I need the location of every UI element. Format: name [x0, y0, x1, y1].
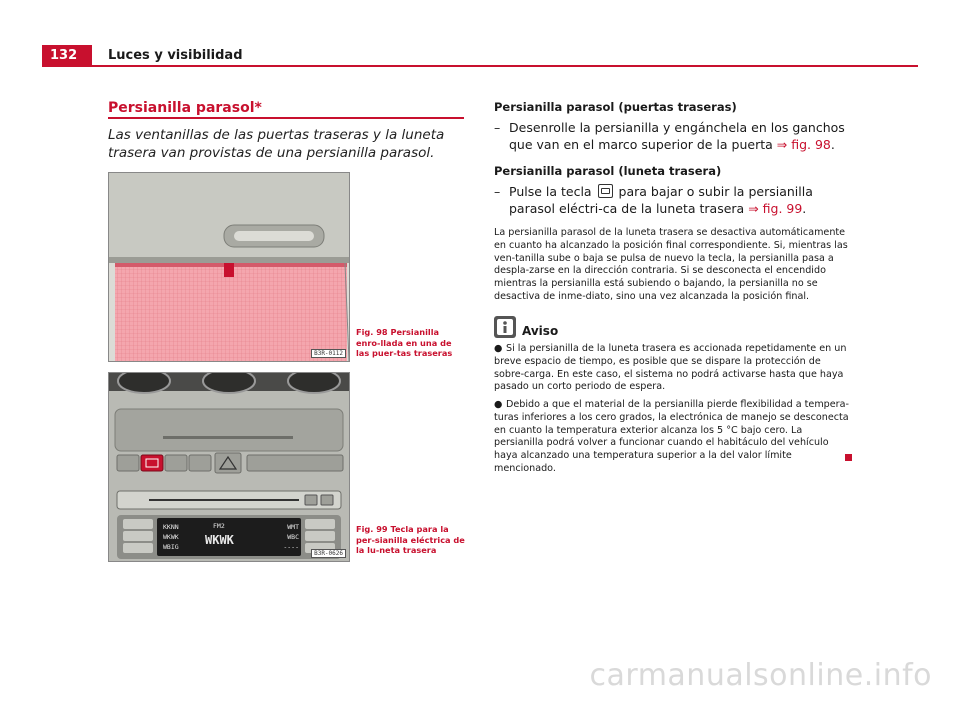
aviso-title: Aviso — [522, 324, 559, 338]
header-rule — [92, 65, 918, 67]
display-station: WKWK — [205, 533, 234, 547]
bullet-icon: ● — [494, 343, 503, 354]
display-row: WKWK — [163, 533, 179, 541]
heading-rear-doors: Persianilla parasol (puertas traseras) — [494, 100, 737, 114]
bullet-text: Debido a que el material de la persianilla pierde flexibilidad a tempera-turas inferiores a los cero grados, la electrónica de manejo se desconecta en cuanto la temperatura exterior alcanza los 5 °C bajo cero. La persianilla podrá volver a funcionar cuando el habitáculo del vehículo haya alcanzado una temperatura superior a la del valor límite mencionado. — [494, 399, 849, 474]
figure-98-caption: Fig. 98 Persianilla enro-llada en una de las puer-tas traseras — [356, 327, 453, 358]
bullet-icon: ● — [494, 399, 503, 410]
radio-display — [161, 520, 301, 556]
section-end-marker — [845, 454, 852, 461]
dash: – — [494, 184, 501, 199]
display-row: ---- — [283, 543, 299, 551]
running-head: Luces y visibilidad — [108, 48, 243, 63]
door-sunshade-illustration — [109, 173, 349, 361]
step-text: Pulse la tecla — [509, 184, 596, 199]
display-row: KKNN — [163, 523, 179, 531]
display-band: FM2 — [213, 522, 225, 530]
sunshade-key-icon — [598, 184, 613, 198]
section-title: Persianilla parasol* — [108, 100, 262, 116]
figure-98-door-sunshade — [108, 172, 350, 362]
figure-99-console — [108, 372, 350, 562]
step-text: Desenrolle la persianilla y engánchela en los ganchos que van en el marco superior de la puerta — [509, 120, 845, 152]
section-intro: Las ventanillas de las puertas traseras y la luneta trasera van provistas de una persianilla parasol. — [108, 127, 445, 161]
period: . — [830, 137, 835, 152]
figure-code: B3R-0626 — [311, 549, 346, 558]
heading-rear-window: Persianilla parasol (luneta trasera) — [494, 164, 722, 178]
dash: – — [494, 120, 501, 135]
step-text-cont: para bajar o subir la persianilla parasol eléctri-ca de la luneta trasera — [509, 184, 813, 216]
section-rule — [108, 117, 464, 119]
aviso-bullet — [494, 343, 850, 394]
step-rear-window — [494, 183, 854, 217]
fig-99-link[interactable]: ⇒ fig. 99 — [748, 201, 803, 216]
period: . — [802, 201, 807, 216]
step-rear-doors — [494, 119, 854, 153]
display-row: WMT — [287, 523, 299, 531]
display-row: WBC — [287, 533, 299, 541]
body-paragraph: La persianilla parasol de la luneta trasera se desactiva automáticamente en cuanto ha alcanzado la posición final correspondiente. Si, mientras las ven-tanilla sube o baja se pulsa de nuevo la tecla, la persianilla pasa a despla-zarse en la dirección contraria. Si se desconecta el encendido mientras la persianilla está subiendo o bajando, la persianilla no se desactiva de inme-diato, sino una vez alcanzada la posición final. — [494, 227, 848, 302]
watermark: carmanualsonline.info — [589, 658, 932, 693]
fig-98-link[interactable]: ⇒ fig. 98 — [776, 137, 831, 152]
display-row: WBIG — [163, 543, 179, 551]
figure-99-caption: Fig. 99 Tecla para la per-sianilla eléctrica de la lu-neta trasera — [356, 524, 465, 555]
aviso-bullet — [494, 399, 850, 476]
info-icon — [494, 316, 516, 338]
figure-code: B3R-0112 — [311, 349, 346, 358]
bullet-text: Si la persianilla de la luneta trasera es accionada repetidamente en un breve espacio de tiempo, es posible que se dispare la protección de sobre-carga. En este caso, el sistema no podrá activarse hasta que haya pasado un corto periodo de espera. — [494, 343, 847, 393]
page-number: 132 — [42, 45, 92, 67]
